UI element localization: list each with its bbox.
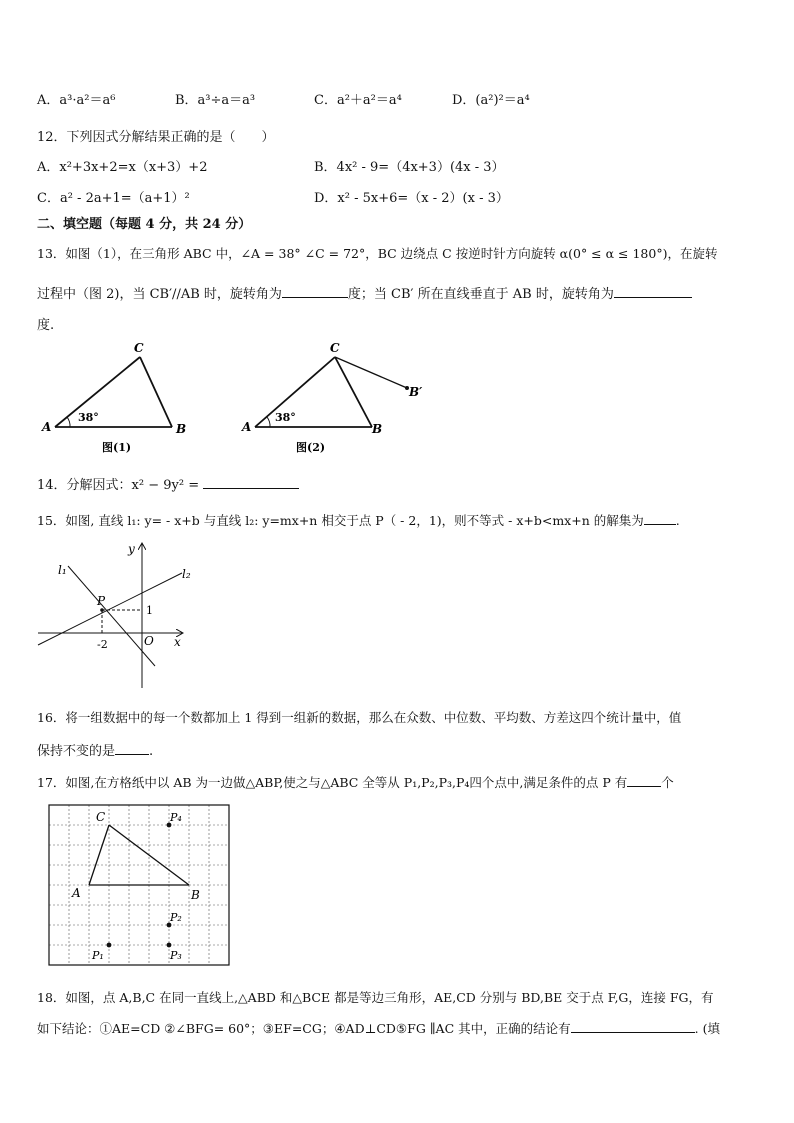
q13-figure-2: [241, 341, 423, 454]
fig2-side-cb-prime: [335, 357, 407, 388]
q17-text-end: 个: [661, 775, 674, 790]
q13-line2: [37, 283, 692, 302]
q18-line2: [37, 1019, 720, 1037]
q16-line1: 16．将一组数据中的每一个数都加上 1 得到一组新的数据，那么在众数、中位数、平均数、方差这四个统计量中，值: [37, 710, 682, 725]
fig1-label-c: C: [134, 341, 144, 355]
q15-text: 15．如图, 直线 l₁: y= - x+b 与直线 l₂: y=mx+n 相交于点 P（ - 2，1)，则不等式 - x+b<mx+n 的解集为: [37, 513, 644, 528]
q14-blank[interactable]: [203, 476, 299, 489]
grid-label-c: C: [96, 810, 106, 824]
point-p: [100, 608, 104, 612]
grid-label-b: B: [191, 888, 200, 902]
fig2-side-cb: [335, 357, 372, 427]
fig2-label-b-prime: B′: [409, 385, 423, 399]
q16-text: 保持不变的是: [37, 744, 116, 759]
fig2-label-a: A: [242, 420, 252, 434]
q13-line1: 13．如图（1），在三角形 ABC 中，∠A = 38° ∠C = 72°，BC 边绕点 C 按逆时针方向旋转 α(0° ≤ α ≤ 180°)，在旋转: [37, 246, 718, 261]
q15-line: [37, 511, 680, 529]
q12-option-a: A．x²+3x+2=x（x+3）+2: [37, 160, 208, 175]
q18-text: 如下结论：①AE=CD ②∠BFG= 60°；③EF=CG；④AD⊥CD⑤FG ∥AC 其中，正确的结论有: [37, 1021, 571, 1036]
fig2-angle-label: 38°: [275, 411, 296, 424]
grid-label-p1: P₁: [92, 949, 104, 962]
grid-label-p4: P₄: [170, 811, 182, 824]
q16-blank[interactable]: [115, 742, 149, 755]
fig1-angle-arc: [67, 417, 70, 427]
q17-line: [37, 773, 674, 791]
tick-x-label: -2: [97, 638, 108, 651]
q13-blank-1[interactable]: [282, 285, 348, 298]
fig2-label-b: B: [372, 422, 383, 436]
q14-line: [37, 474, 299, 493]
grid-label-a: A: [72, 886, 81, 900]
q11-option-b: B．a³÷a＝a³: [175, 93, 256, 108]
q11-option-d: D．(a²)²＝a⁴: [452, 93, 530, 108]
grid-label-p2: P₂: [170, 911, 182, 924]
q18-blank[interactable]: [571, 1020, 695, 1033]
q16-text-end: .: [149, 744, 154, 759]
q12-option-b: B．4x² - 9=（4x+3）(4x - 3）: [314, 160, 505, 175]
fig1-caption: 图(1): [102, 441, 132, 454]
q12-option-d: D．x² - 5x+6=（x - 2）(x - 3）: [314, 191, 509, 206]
l2-label: l₂: [182, 567, 191, 581]
fig2-label-c: C: [330, 341, 340, 355]
fig1-label-b: B: [176, 422, 187, 436]
q12-option-c: C．a² - 2a+1=（a+1）²: [37, 191, 190, 206]
grid-label-p3: P₃: [170, 949, 182, 962]
q13-line2b: 度；当 CB′ 所在直线垂直于 AB 时，旋转角为: [347, 287, 614, 302]
x-axis-label: x: [174, 635, 181, 649]
fig1-label-a: A: [42, 420, 52, 434]
q13-line3: 度.: [37, 318, 55, 333]
fig1-angle-label: 38°: [78, 411, 99, 424]
q17-grid-figure: [44, 803, 234, 968]
fig2-angle-arc: [267, 417, 270, 427]
point-p-label: P: [97, 594, 106, 608]
line-l2: [38, 573, 182, 645]
q13-line2a: 过程中（图 2)，当 CB′//AB 时，旋转角为: [37, 287, 282, 302]
q12-stem: 12．下列因式分解结果正确的是（ ）: [37, 130, 275, 145]
point-p1: [107, 943, 112, 948]
origin-label: O: [144, 634, 154, 648]
q17-blank[interactable]: [627, 774, 661, 787]
tick-y-label: 1: [146, 604, 153, 617]
l1-label: l₁: [58, 563, 67, 577]
q16-line2: [37, 740, 153, 759]
q18-text-end: . (填: [694, 1021, 720, 1036]
q15-text-end: .: [675, 513, 680, 528]
q14-text: 14．分解因式：x² − 9y² =: [37, 478, 200, 493]
q13-figure-1: [41, 341, 186, 454]
fig1-side-cb: [140, 357, 172, 427]
q18-line1: 18．如图，点 A,B,C 在同一直线上,△ABD 和△BCE 都是等边三角形，AE,CD 分别与 BD,BE 交于点 F,G，连接 FG，有: [37, 990, 714, 1005]
q11-option-a: A．a³·a²＝a⁶: [37, 93, 116, 108]
y-axis-label: y: [128, 542, 135, 556]
section-heading: 二、填空题（每题 4 分，共 24 分）: [37, 217, 252, 232]
fig2-caption: 图(2): [296, 441, 326, 454]
q15-blank[interactable]: [644, 512, 676, 525]
q13-blank-2[interactable]: [614, 285, 692, 298]
q15-graph: [30, 538, 200, 693]
q13-figures: [30, 336, 423, 461]
segment-ac: [89, 825, 109, 885]
q11-option-c: C．a²＋a²＝a⁴: [314, 93, 402, 108]
point-p3: [167, 943, 172, 948]
q17-text: 17．如图,在方格纸中以 AB 为一边做△ABP,使之与△ABC 全等从 P₁,P₂,P₃,P₄四个点中,满足条件的点 P 有: [37, 775, 628, 790]
